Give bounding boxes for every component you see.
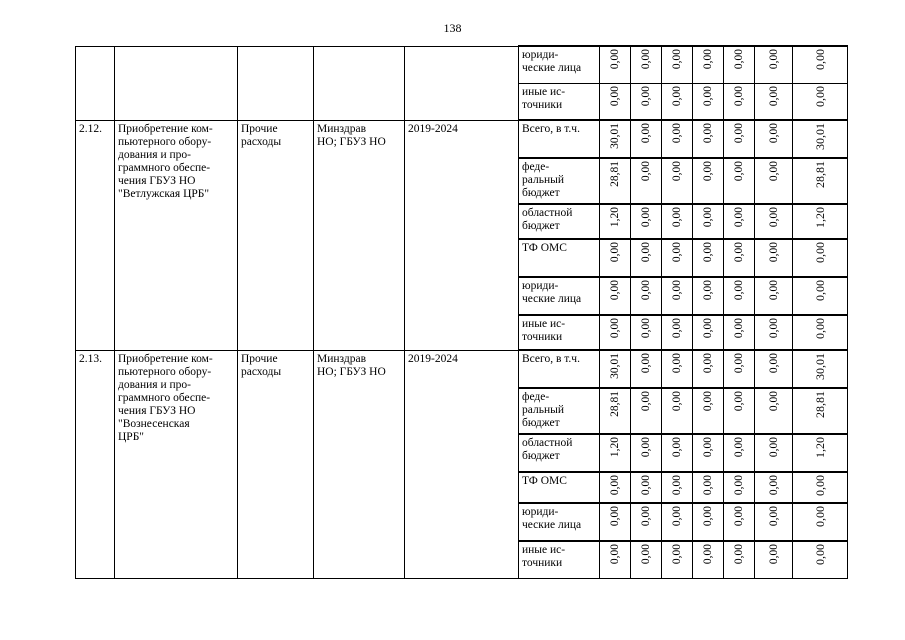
- year-value-cell: [631, 277, 662, 315]
- year-value-cell: [631, 315, 662, 350]
- empty-cell: [405, 46, 519, 120]
- funding-source-cell: Всего, в т.ч.: [519, 120, 600, 158]
- empty-cell: [76, 46, 115, 120]
- value-text: 0,00: [767, 353, 780, 374]
- value-text: 0,00: [767, 318, 780, 339]
- year-value-cell: [662, 388, 693, 434]
- value-text: 30,01: [813, 123, 827, 150]
- year-value-cell: [600, 120, 631, 158]
- value-text: 0,00: [671, 161, 683, 182]
- year-value-cell: [693, 541, 724, 578]
- value-text: 1,20: [609, 207, 621, 228]
- total-value-cell: [793, 472, 848, 503]
- year-value-cell: [724, 388, 755, 434]
- table-row: [76, 120, 848, 158]
- value-text: 0,00: [767, 391, 780, 412]
- year-value-cell: [600, 472, 631, 503]
- year-value-cell: [662, 158, 693, 204]
- year-value-cell: [693, 83, 724, 120]
- year-value-cell: [662, 350, 693, 388]
- empty-cell: [314, 46, 405, 120]
- year-value-cell: [662, 46, 693, 83]
- value-text: 0,00: [733, 353, 745, 374]
- total-value-cell: [793, 239, 848, 277]
- value-text: 0,00: [733, 437, 745, 458]
- value-text: 0,00: [702, 49, 714, 70]
- value-text: 0,00: [702, 161, 714, 182]
- year-value-cell: [662, 434, 693, 472]
- year-value-cell: [755, 46, 793, 83]
- funding-source-cell: иные ис- точники: [519, 541, 600, 578]
- funding-source-cell: Всего, в т.ч.: [519, 350, 600, 388]
- year-value-cell: [755, 239, 793, 277]
- funding-source-cell: областной бюджет: [519, 204, 600, 239]
- value-text: 0,00: [733, 85, 745, 106]
- value-text: 0,00: [767, 437, 780, 458]
- value-text: 0,00: [609, 49, 621, 70]
- value-text: 0,00: [671, 437, 683, 458]
- executor-cell: Минздрав НО; ГБУЗ НО: [314, 120, 405, 350]
- value-text: 0,00: [640, 123, 652, 144]
- value-text: 0,00: [671, 475, 683, 496]
- value-text: 0,00: [767, 506, 780, 527]
- year-value-cell: [631, 120, 662, 158]
- value-text: 0,00: [767, 123, 780, 144]
- year-value-cell: [724, 277, 755, 315]
- value-text: 0,00: [671, 353, 683, 374]
- value-text: 0,00: [640, 544, 652, 565]
- value-text: 0,00: [702, 506, 714, 527]
- year-value-cell: [600, 541, 631, 578]
- value-text: 0,00: [640, 437, 652, 458]
- page-number: 138: [443, 21, 462, 35]
- period-cell: 2019-2024: [405, 120, 519, 350]
- year-value-cell: [724, 120, 755, 158]
- value-text: 0,00: [767, 161, 780, 182]
- value-text: 1,20: [813, 437, 827, 458]
- year-value-cell: [662, 204, 693, 239]
- total-value-cell: [793, 541, 848, 578]
- value-text: 0,00: [640, 475, 652, 496]
- funding-source-cell: ТФ ОМС: [519, 239, 600, 277]
- value-text: 0,00: [640, 161, 652, 182]
- value-text: 1,20: [813, 207, 827, 228]
- value-text: 0,00: [813, 280, 827, 301]
- total-value-cell: [793, 120, 848, 158]
- value-text: 0,00: [671, 242, 683, 263]
- value-text: 0,00: [767, 242, 780, 263]
- value-text: 0,00: [609, 280, 621, 301]
- value-text: 0,00: [640, 318, 652, 339]
- value-text: 0,00: [813, 49, 827, 70]
- empty-cell: [115, 46, 238, 120]
- year-value-cell: [662, 277, 693, 315]
- table-row: [76, 350, 848, 388]
- funding-source-cell: юриди- ческие лица: [519, 277, 600, 315]
- year-value-cell: [693, 350, 724, 388]
- year-value-cell: [724, 239, 755, 277]
- value-text: 30,01: [813, 353, 827, 380]
- year-value-cell: [600, 83, 631, 120]
- funding-source-cell: юриди- ческие лица: [519, 46, 600, 83]
- year-value-cell: [631, 388, 662, 434]
- year-value-cell: [755, 434, 793, 472]
- expense-type-cell: Прочие расходы: [238, 120, 314, 350]
- funding-source-cell: иные ис- точники: [519, 83, 600, 120]
- year-value-cell: [724, 158, 755, 204]
- year-value-cell: [724, 503, 755, 541]
- year-value-cell: [600, 277, 631, 315]
- year-value-cell: [693, 434, 724, 472]
- year-value-cell: [693, 158, 724, 204]
- year-value-cell: [755, 204, 793, 239]
- budget-table: [75, 45, 848, 579]
- year-value-cell: [693, 503, 724, 541]
- year-value-cell: [662, 472, 693, 503]
- value-text: 0,00: [609, 506, 621, 527]
- year-value-cell: [631, 46, 662, 83]
- year-value-cell: [662, 503, 693, 541]
- value-text: 0,00: [702, 207, 714, 228]
- total-value-cell: [793, 350, 848, 388]
- year-value-cell: [724, 434, 755, 472]
- funding-source-cell: юриди- ческие лица: [519, 503, 600, 541]
- funding-source-cell: иные ис- точники: [519, 315, 600, 350]
- value-text: 0,00: [640, 85, 652, 106]
- value-text: 0,00: [767, 49, 780, 70]
- year-value-cell: [724, 204, 755, 239]
- item-number-cell: 2.13.: [76, 350, 115, 578]
- value-text: 0,00: [733, 161, 745, 182]
- year-value-cell: [724, 472, 755, 503]
- value-text: 0,00: [733, 280, 745, 301]
- year-value-cell: [631, 503, 662, 541]
- value-text: 0,00: [813, 475, 827, 496]
- year-value-cell: [755, 158, 793, 204]
- value-text: 0,00: [702, 353, 714, 374]
- value-text: 0,00: [702, 85, 714, 106]
- value-text: 0,00: [767, 544, 780, 565]
- year-value-cell: [755, 83, 793, 120]
- year-value-cell: [693, 388, 724, 434]
- value-text: 0,00: [640, 49, 652, 70]
- year-value-cell: [600, 315, 631, 350]
- total-value-cell: [793, 83, 848, 120]
- value-text: 0,00: [702, 242, 714, 263]
- year-value-cell: [724, 315, 755, 350]
- item-number-cell: 2.12.: [76, 120, 115, 350]
- year-value-cell: [600, 46, 631, 83]
- value-text: 28,81: [609, 161, 621, 187]
- funding-source-cell: ТФ ОМС: [519, 472, 600, 503]
- value-text: 0,00: [702, 318, 714, 339]
- item-name-cell: Приобретение ком- пьютерного обору- дования и про- граммного обеспе- чения ГБУЗ НО "Ветлужская ЦРБ": [115, 120, 238, 350]
- year-value-cell: [724, 83, 755, 120]
- table-row: [76, 46, 848, 83]
- total-value-cell: [793, 204, 848, 239]
- year-value-cell: [755, 277, 793, 315]
- total-value-cell: [793, 46, 848, 83]
- year-value-cell: [662, 120, 693, 158]
- value-text: 0,00: [767, 207, 780, 228]
- value-text: 0,00: [702, 475, 714, 496]
- value-text: 0,00: [609, 318, 621, 339]
- value-text: 0,00: [671, 544, 683, 565]
- value-text: 0,00: [767, 475, 780, 496]
- value-text: 0,00: [733, 207, 745, 228]
- value-text: 30,01: [609, 123, 621, 149]
- value-text: 0,00: [733, 49, 745, 70]
- value-text: 0,00: [640, 353, 652, 374]
- value-text: 0,00: [671, 207, 683, 228]
- value-text: 0,00: [609, 475, 621, 496]
- value-text: 28,81: [813, 161, 827, 188]
- value-text: 0,00: [702, 123, 714, 144]
- year-value-cell: [631, 83, 662, 120]
- value-text: 0,00: [640, 280, 652, 301]
- empty-cell: [238, 46, 314, 120]
- year-value-cell: [662, 83, 693, 120]
- year-value-cell: [600, 350, 631, 388]
- period-cell: 2019-2024: [405, 350, 519, 578]
- year-value-cell: [693, 204, 724, 239]
- value-text: 0,00: [671, 391, 683, 412]
- year-value-cell: [600, 388, 631, 434]
- total-value-cell: [793, 315, 848, 350]
- year-value-cell: [600, 158, 631, 204]
- year-value-cell: [631, 434, 662, 472]
- value-text: 0,00: [733, 391, 745, 412]
- value-text: 0,00: [733, 506, 745, 527]
- year-value-cell: [693, 277, 724, 315]
- year-value-cell: [662, 541, 693, 578]
- value-text: 0,00: [813, 85, 827, 107]
- year-value-cell: [631, 239, 662, 277]
- year-value-cell: [662, 315, 693, 350]
- year-value-cell: [755, 503, 793, 541]
- year-value-cell: [631, 472, 662, 503]
- value-text: 0,00: [813, 318, 827, 339]
- year-value-cell: [600, 434, 631, 472]
- funding-source-cell: областной бюджет: [519, 434, 600, 472]
- value-text: 0,00: [813, 544, 827, 565]
- value-text: 0,00: [671, 506, 683, 527]
- year-value-cell: [600, 239, 631, 277]
- value-text: 0,00: [671, 318, 683, 339]
- funding-source-cell: феде- ральный бюджет: [519, 158, 600, 204]
- year-value-cell: [631, 350, 662, 388]
- total-value-cell: [793, 158, 848, 204]
- value-text: 0,00: [813, 242, 827, 263]
- item-name-cell: Приобретение ком- пьютерного обору- дования и про- граммного обеспе- чения ГБУЗ НО "Вознесенская ЦРБ": [115, 350, 238, 578]
- value-text: 0,00: [671, 49, 683, 70]
- value-text: 0,00: [609, 544, 621, 565]
- year-value-cell: [631, 541, 662, 578]
- year-value-cell: [724, 350, 755, 388]
- value-text: 0,00: [733, 318, 745, 339]
- year-value-cell: [724, 46, 755, 83]
- expense-type-cell: Прочие расходы: [238, 350, 314, 578]
- value-text: 0,00: [733, 544, 745, 565]
- value-text: 0,00: [671, 123, 683, 144]
- value-text: 0,00: [702, 437, 714, 458]
- value-text: 30,01: [609, 353, 621, 379]
- year-value-cell: [600, 503, 631, 541]
- year-value-cell: [755, 541, 793, 578]
- value-text: 0,00: [702, 544, 714, 565]
- value-text: 0,00: [640, 242, 652, 263]
- value-text: 0,00: [702, 391, 714, 412]
- value-text: 0,00: [702, 280, 714, 301]
- total-value-cell: [793, 434, 848, 472]
- year-value-cell: [662, 239, 693, 277]
- year-value-cell: [693, 472, 724, 503]
- total-value-cell: [793, 277, 848, 315]
- value-text: 0,00: [640, 207, 652, 228]
- value-text: 0,00: [813, 506, 827, 527]
- year-value-cell: [755, 388, 793, 434]
- year-value-cell: [600, 204, 631, 239]
- value-text: 0,00: [640, 506, 652, 527]
- year-value-cell: [724, 541, 755, 578]
- year-value-cell: [755, 350, 793, 388]
- value-text: 28,81: [609, 391, 621, 417]
- executor-cell: Минздрав НО; ГБУЗ НО: [314, 350, 405, 578]
- value-text: 0,00: [671, 280, 683, 301]
- year-value-cell: [693, 315, 724, 350]
- year-value-cell: [755, 315, 793, 350]
- value-text: 0,00: [640, 391, 652, 412]
- value-text: 0,00: [733, 242, 745, 263]
- value-text: 0,00: [609, 242, 621, 263]
- value-text: 28,81: [813, 391, 827, 418]
- year-value-cell: [693, 120, 724, 158]
- year-value-cell: [693, 46, 724, 83]
- value-text: 0,00: [767, 85, 780, 106]
- total-value-cell: [793, 503, 848, 541]
- value-text: 0,00: [671, 85, 683, 106]
- value-text: 0,00: [767, 280, 780, 301]
- year-value-cell: [755, 472, 793, 503]
- funding-source-cell: феде- ральный бюджет: [519, 388, 600, 434]
- year-value-cell: [631, 158, 662, 204]
- value-text: 0,00: [609, 85, 621, 106]
- value-text: 1,20: [609, 437, 621, 458]
- total-value-cell: [793, 388, 848, 434]
- year-value-cell: [755, 120, 793, 158]
- year-value-cell: [631, 204, 662, 239]
- value-text: 0,00: [733, 123, 745, 144]
- value-text: 0,00: [733, 475, 745, 496]
- year-value-cell: [693, 239, 724, 277]
